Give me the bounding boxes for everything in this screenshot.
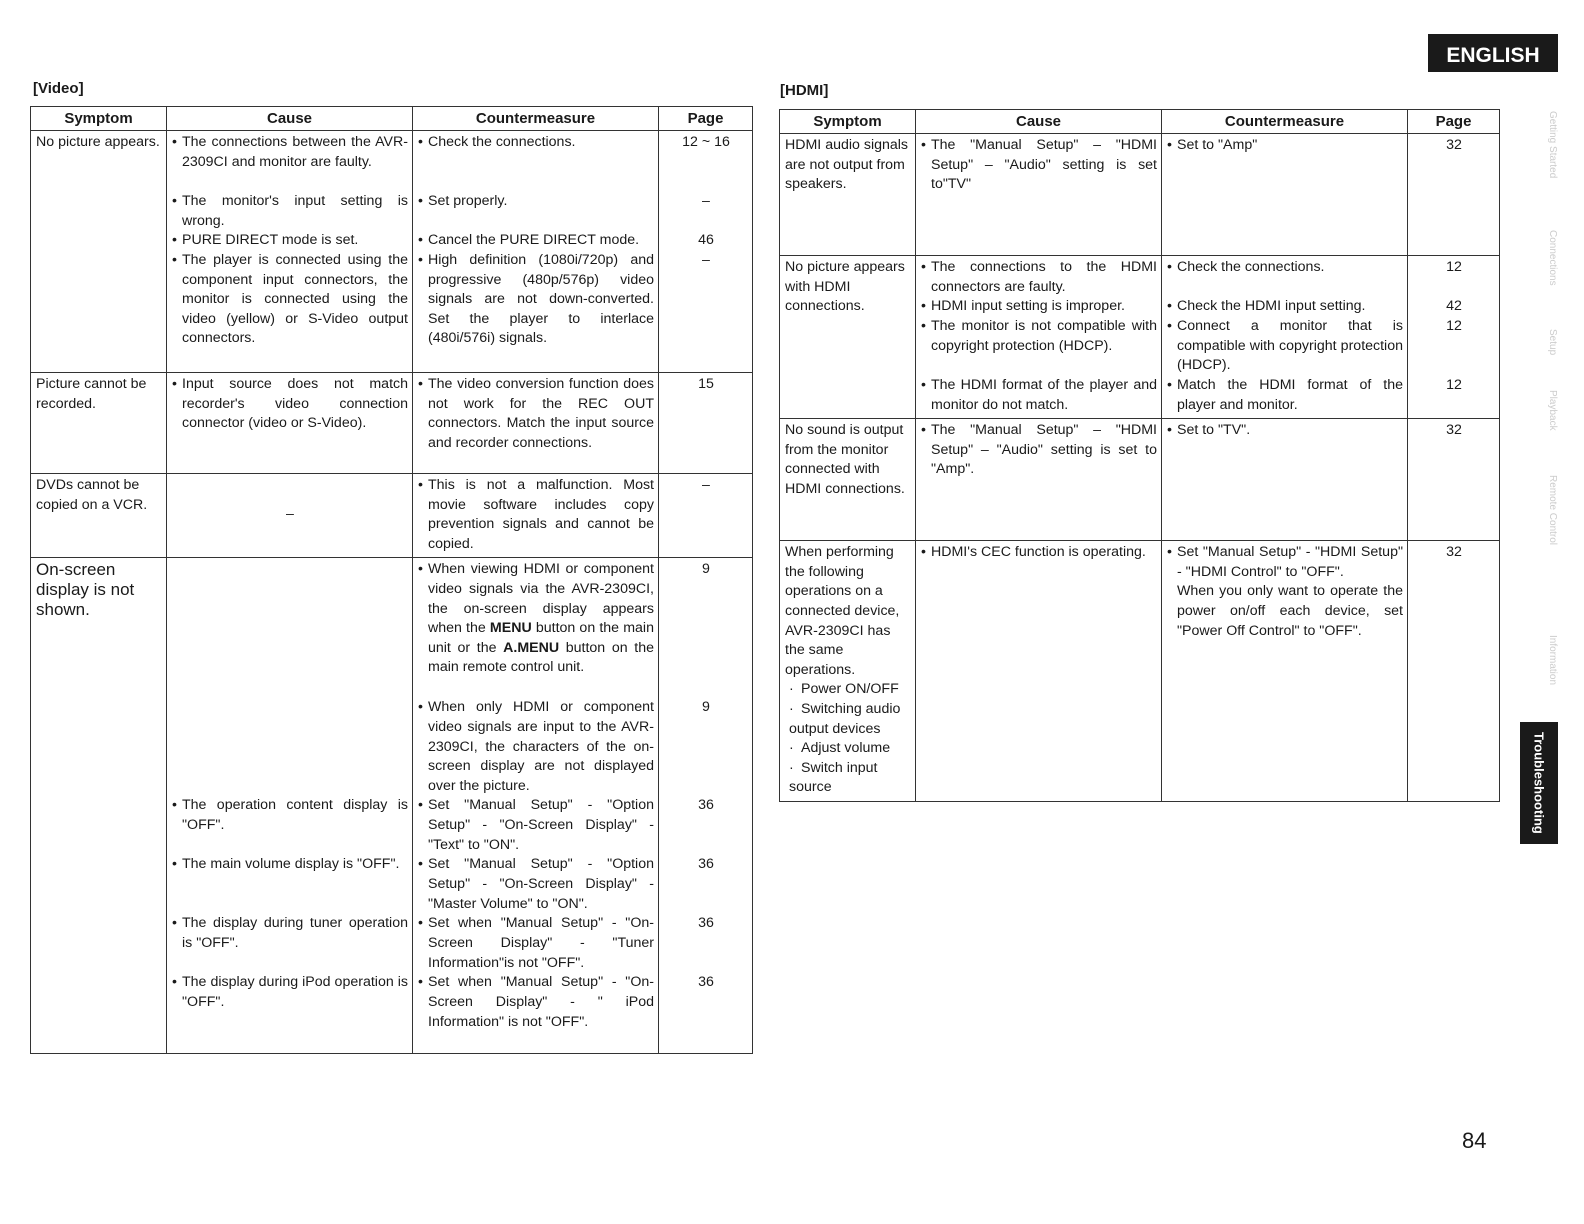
troubleshooting-tab: Troubleshooting: [1520, 722, 1558, 844]
page-cell: [659, 131, 753, 373]
symptom-cell: Picture cannot be recorded.: [31, 373, 167, 474]
page-ref: 9: [702, 699, 710, 716]
page-ref: 36: [698, 915, 714, 932]
countermeasure-item: Connect a monitor that is compatible with copyright protection (HDCP).: [1177, 318, 1403, 374]
side-tab-getting-started: Getting Started: [1547, 111, 1558, 179]
countermeasure-item: High definition (1080i/720p) and progressive (480p/576p) video signals are not down-converted. Set the player to interlace (480i/576i) signals.: [428, 252, 654, 347]
countermeasure-item: Cancel the PURE DIRECT mode.: [428, 232, 640, 248]
countermeasure-item: The video conversion function does not work for the REC OUT connectors. Match the input source and recorder connections.: [428, 376, 654, 451]
countermeasure-cell: • Set "Manual Setup" - "HDMI Setup" - "HDMI Control" to "OFF". When you only want to operate the power on/off each device, set "Power Off Control" to "OFF".: [1162, 541, 1408, 802]
side-tab-playback: Playback: [1547, 389, 1558, 431]
page-number: 84: [1462, 1128, 1487, 1153]
table-row: [31, 373, 753, 474]
cause-item: The "Manual Setup" – "HDMI Setup" – "Audio" setting is set to "Amp".: [931, 422, 1157, 478]
symptom-cell: On-screen display is not shown.: [31, 558, 167, 1054]
table-row: [780, 419, 1500, 541]
page-ref: 12: [1446, 259, 1462, 275]
video-header-page: Page: [659, 107, 753, 131]
video-header-row: [31, 107, 753, 131]
page-ref: 15: [659, 373, 753, 474]
table-row: [31, 558, 753, 1054]
page-ref: –: [702, 193, 710, 209]
cause-cell: –: [167, 474, 413, 558]
hdmi-header-row: [780, 110, 1500, 134]
countermeasure-cell: • Set to "TV".: [1162, 419, 1408, 541]
countermeasure-item: Check the connections.: [1177, 259, 1325, 275]
page-cell: [659, 558, 753, 1054]
side-tab-setup: Setup: [1547, 329, 1558, 356]
list-item: Adjust volume: [801, 740, 891, 757]
countermeasure-note: When you only want to operate the power on/off each device, set "Power Off Control" to "OFF".: [1177, 583, 1403, 639]
list-item: Power ON/OFF: [801, 681, 899, 698]
page-ref: 36: [698, 856, 714, 873]
cause-item: The monitor is not compatible with copyright protection (HDCP).: [931, 318, 1157, 354]
symptom-cell: When performing the following operations on a connected device, AVR-2309CI has the same operations. · Power ON/OFF · Switching audio output devices · Adjust volume · Switch input source: [780, 541, 916, 802]
countermeasure-item: Set when "Manual Setup" - "On-Screen Display" - "Tuner Information"is not "OFF".: [428, 915, 654, 971]
symptom-cell: DVDs cannot be copied on a VCR.: [31, 474, 167, 558]
language-tab: ENGLISH: [1428, 34, 1558, 72]
countermeasure-item: Set to "Amp": [1177, 137, 1258, 153]
hdmi-section-title: [HDMI]: [780, 82, 829, 99]
cause-item: The display during iPod operation is "OFF".: [182, 974, 408, 1010]
cause-cell: • The connections to the HDMI connectors are faulty. • HDMI input setting is improper. • The monitor is not compatible with copyright protection (HDCP). • The HDMI format of the player and monitor do not match.: [916, 256, 1162, 419]
symptom-cell: HDMI audio signals are not output from speakers.: [780, 134, 916, 256]
countermeasure-cell: • Check the connections. • Set properly. • Cancel the PURE DIRECT mode. • High definition (1080i/720p) and progressive (480p/576p) video signals are not down-converted. Set the player to interlace (480i/576i) signals.: [413, 131, 659, 373]
table-row: [31, 474, 753, 558]
symptom-cell: No sound is output from the monitor connected with HDMI connections.: [780, 419, 916, 541]
cause-item: The "Manual Setup" – "HDMI Setup" – "Audio" setting is set to"TV": [931, 137, 1157, 193]
countermeasure-item: When only HDMI or component video signals are input to the AVR-2309CI, the characters of the on-screen display are not displayed over the picture.: [428, 699, 654, 794]
page-cell: [1408, 256, 1500, 419]
symptom-cell: No picture appears with HDMI connections.: [780, 256, 916, 419]
page-ref: 42: [1446, 298, 1462, 314]
hdmi-table: [779, 109, 1500, 802]
cause-item: The player is connected using the component input connectors, the monitor is connected using the video (yellow) or S-Video output connectors.: [182, 252, 408, 347]
side-tabs: [1526, 90, 1558, 710]
countermeasure-item: Set properly.: [428, 193, 508, 209]
cause-item: The HDMI format of the player and monitor do not match.: [931, 377, 1157, 413]
cause-item: Input source does not match recorder's video connection connector (video or S-Video).: [182, 376, 408, 432]
video-header-countermeasure: Countermeasure: [413, 107, 659, 131]
cause-item: The display during tuner operation is "OFF".: [182, 915, 408, 951]
countermeasure-item: Match the HDMI format of the player and monitor.: [1177, 377, 1403, 413]
video-section-title: [Video]: [33, 80, 84, 97]
countermeasure-item: Set to "TV".: [1177, 422, 1251, 439]
cause-item: HDMI's CEC function is operating.: [931, 544, 1146, 561]
countermeasure-item: When viewing HDMI or component video signals via the AVR-2309CI, the on-screen display appears when the MENU button on the main unit or the A.MENU button on the main remote control unit.: [428, 561, 654, 676]
page-ref: 12: [1446, 377, 1462, 393]
page-ref: 32: [1408, 419, 1500, 541]
page-ref: –: [659, 474, 753, 558]
countermeasure-item: Set "Manual Setup" - "Option Setup" - "On-Screen Display" - "Master Volume" to "ON".: [428, 856, 654, 912]
table-row: [780, 541, 1500, 802]
table-row: [780, 134, 1500, 256]
countermeasure-cell: • Set to "Amp": [1162, 134, 1408, 256]
countermeasure-cell: • This is not a malfunction. Most movie software includes copy prevention signals and cannot be copied.: [413, 474, 659, 558]
menu-button-label: MENU: [489, 620, 532, 637]
hdmi-header-countermeasure: Countermeasure: [1162, 110, 1408, 134]
countermeasure-cell: • The video conversion function does not work for the REC OUT connectors. Match the input source and recorder connections.: [413, 373, 659, 474]
amenu-button-label: A.MENU: [503, 639, 560, 656]
countermeasure-item: Check the connections.: [428, 134, 576, 150]
countermeasure-item: Set "Manual Setup" - "HDMI Setup" - "HDMI Control" to "OFF". When you only want to operate the power on/off each device, set "Power Off Control" to "OFF".: [1177, 543, 1403, 641]
cause-item: The main volume display is "OFF".: [182, 856, 400, 873]
page-ref: 36: [698, 974, 714, 991]
cause-item: PURE DIRECT mode is set.: [182, 232, 359, 248]
page-ref: 32: [1408, 134, 1500, 256]
hdmi-header-cause: Cause: [916, 110, 1162, 134]
page-ref: 9: [702, 561, 710, 578]
cause-cell: • HDMI's CEC function is operating.: [916, 541, 1162, 802]
table-row: [780, 256, 1500, 419]
hdmi-header-page: Page: [1408, 110, 1500, 134]
countermeasure-item: This is not a malfunction. Most movie software includes copy prevention signals and cannot be copied.: [428, 477, 654, 552]
countermeasure-item: Set "Manual Setup" - "Option Setup" - "On-Screen Display" - "Text" to "ON".: [428, 797, 654, 853]
cause-item: The connections between the AVR-2309CI and monitor are faulty.: [182, 134, 408, 170]
list-item: Switch input source: [789, 759, 878, 796]
page-ref: 12 ~ 16: [682, 134, 730, 150]
page-ref: 46: [698, 232, 714, 248]
cause-cell: • The connections between the AVR-2309CI and monitor are faulty. • The monitor's input setting is wrong. • PURE DIRECT mode is set. • The player is connected using the component input connectors, the monitor is connected using the video (yellow) or S-Video output connectors.: [167, 131, 413, 373]
side-tab-connections: Connections: [1547, 229, 1558, 286]
page-ref: –: [702, 252, 710, 268]
cause-cell: • The "Manual Setup" – "HDMI Setup" – "Audio" setting is set to "Amp".: [916, 419, 1162, 541]
countermeasure-item: Set when "Manual Setup" - "On-Screen Display" - " iPod Information" is not "OFF".: [428, 974, 654, 1030]
side-tab-remote-control: Remote Control: [1547, 474, 1558, 546]
cause-item: The monitor's input setting is wrong.: [182, 193, 408, 229]
symptom-text: When performing the following operations on a connected device, AVR-2309CI has the same operations.: [785, 544, 900, 678]
countermeasure-cell: • Check the connections. • Check the HDMI input setting. • Connect a monitor that is compatible with copyright protection (HDCP). • Match the HDMI format of the player and monitor.: [1162, 256, 1408, 419]
table-row: [31, 131, 753, 373]
cause-cell: • The "Manual Setup" – "HDMI Setup" – "Audio" setting is set to"TV": [916, 134, 1162, 256]
video-header-symptom: Symptom: [31, 107, 167, 131]
symptom-cell: No picture appears.: [31, 131, 167, 373]
video-header-cause: Cause: [167, 107, 413, 131]
cause-item: HDMI input setting is improper.: [931, 298, 1125, 314]
countermeasure-item: Check the HDMI input setting.: [1177, 298, 1366, 314]
cause-cell: • The operation content display is "OFF". • The main volume display is "OFF". • The display during tuner operation is "OFF". • The display during iPod operation is "OFF".: [167, 558, 413, 1054]
page-ref: 32: [1408, 541, 1500, 802]
video-table: [30, 106, 753, 1054]
side-tab-information: Information: [1547, 634, 1558, 686]
hdmi-header-symptom: Symptom: [780, 110, 916, 134]
page-ref: 12: [1446, 318, 1462, 334]
cause-cell: • Input source does not match recorder's video connection connector (video or S-Video).: [167, 373, 413, 474]
cause-item: The connections to the HDMI connectors are faulty.: [931, 259, 1157, 295]
cause-item: The operation content display is "OFF".: [182, 797, 408, 833]
list-item: Switching audio output devices: [789, 700, 901, 737]
countermeasure-cell: • When viewing HDMI or component video signals via the AVR-2309CI, the on-screen display appears when the MENU button on the main unit or the A.MENU button on the main remote control unit. • When only HDMI or component video signals are input to the AVR-2309CI, the characters of the on-screen display are not displayed over the picture. • Set "Manual Setup" - "Option Setup" - "On-Screen Display" - "Text" to "ON". • Set "Manual Setup" - "Option Setup" - "On-Screen Display" - "Master Volume" to "ON". • Set when "Manual Setup" - "On-Screen Display" - "Tuner Information"is not "OFF". • Set when "Manual Setup" - "On-Screen Display" - " iPod Information" is not "OFF".: [413, 558, 659, 1054]
page-ref: 36: [698, 797, 714, 814]
